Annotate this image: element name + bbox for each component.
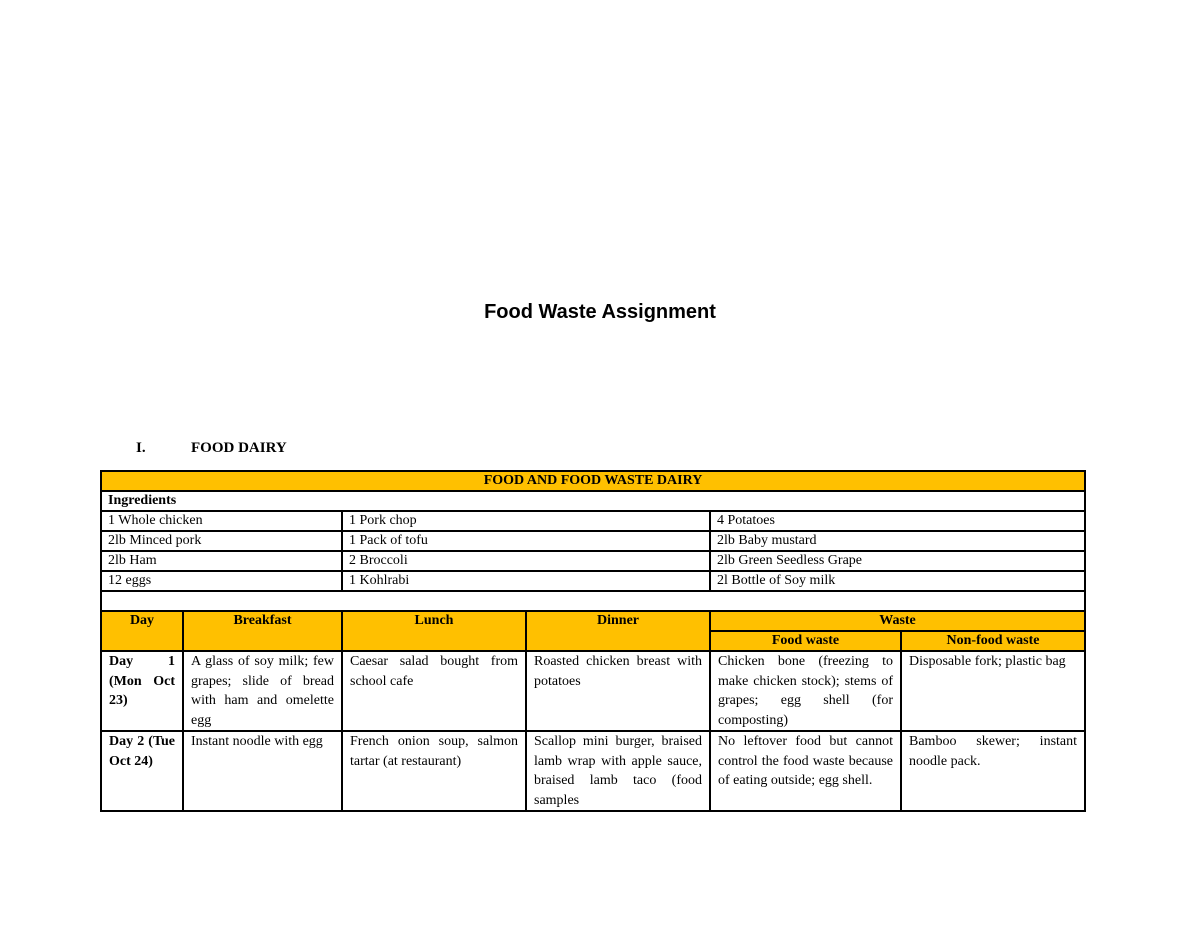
ingredient-row	[101, 571, 1085, 591]
header-lunch: Lunch	[342, 611, 526, 651]
spacer-row	[101, 591, 1085, 611]
ingredient-cell: 2lb Baby mustard	[710, 531, 1085, 551]
ingredient-cell: 2lb Green Seedless Grape	[710, 551, 1085, 571]
header-dinner: Dinner	[526, 611, 710, 651]
lunch-cell: Caesar salad bought from school cafe	[342, 651, 526, 731]
non-food-waste-cell: Disposable fork; plastic bag	[901, 651, 1085, 731]
ingredient-cell: 2lb Ham	[101, 551, 342, 571]
lunch-cell: French onion soup, salmon tartar (at restaurant)	[342, 731, 526, 811]
ingredient-cell: 1 Pork chop	[342, 511, 710, 531]
table-caption: FOOD AND FOOD WASTE DAIRY	[101, 471, 1085, 491]
non-food-waste-cell: Bamboo skewer; instant noodle pack.	[901, 731, 1085, 811]
table-row	[101, 651, 1085, 731]
ingredient-cell: 12 eggs	[101, 571, 342, 591]
food-waste-cell: No leftover food but cannot control the food waste because of eating outside; egg shell.	[710, 731, 901, 811]
food-waste-cell: Chicken bone (freezing to make chicken stock); stems of grapes; egg shell (for composting)	[710, 651, 901, 731]
ingredients-label: Ingredients	[101, 491, 1085, 511]
ingredient-cell: 2 Broccoli	[342, 551, 710, 571]
section-number: I.	[136, 440, 146, 456]
dinner-cell: Scallop mini burger, braised lamb wrap with apple sauce, braised lamb taco (food samples	[526, 731, 710, 811]
header-day: Day	[101, 611, 183, 651]
table-row	[101, 731, 1085, 811]
ingredient-row	[101, 511, 1085, 531]
document-title: Food Waste Assignment	[484, 301, 716, 323]
ingredient-cell: 1 Whole chicken	[101, 511, 342, 531]
header-waste: Waste	[710, 611, 1085, 631]
ingredient-cell: 4 Potatoes	[710, 511, 1085, 531]
ingredient-cell: 2lb Minced pork	[101, 531, 342, 551]
food-diary-table	[100, 470, 1086, 812]
day-cell: Day 1 (Mon Oct 23)	[101, 651, 183, 731]
header-breakfast: Breakfast	[183, 611, 342, 651]
ingredient-cell: 2l Bottle of Soy milk	[710, 571, 1085, 591]
dinner-cell: Roasted chicken breast with potatoes	[526, 651, 710, 731]
breakfast-cell: Instant noodle with egg	[183, 731, 342, 811]
ingredient-row	[101, 551, 1085, 571]
section-heading	[136, 440, 287, 457]
breakfast-cell: A glass of soy milk; few grapes; slide of bread with ham and omelette egg	[183, 651, 342, 731]
ingredient-row	[101, 531, 1085, 551]
day-cell: Day 2 (Tue Oct 24)	[101, 731, 183, 811]
header-non-food-waste: Non-food waste	[901, 631, 1085, 651]
ingredient-cell: 1 Pack of tofu	[342, 531, 710, 551]
section-title: FOOD DAIRY	[191, 440, 287, 456]
header-food-waste: Food waste	[710, 631, 901, 651]
ingredient-cell: 1 Kohlrabi	[342, 571, 710, 591]
